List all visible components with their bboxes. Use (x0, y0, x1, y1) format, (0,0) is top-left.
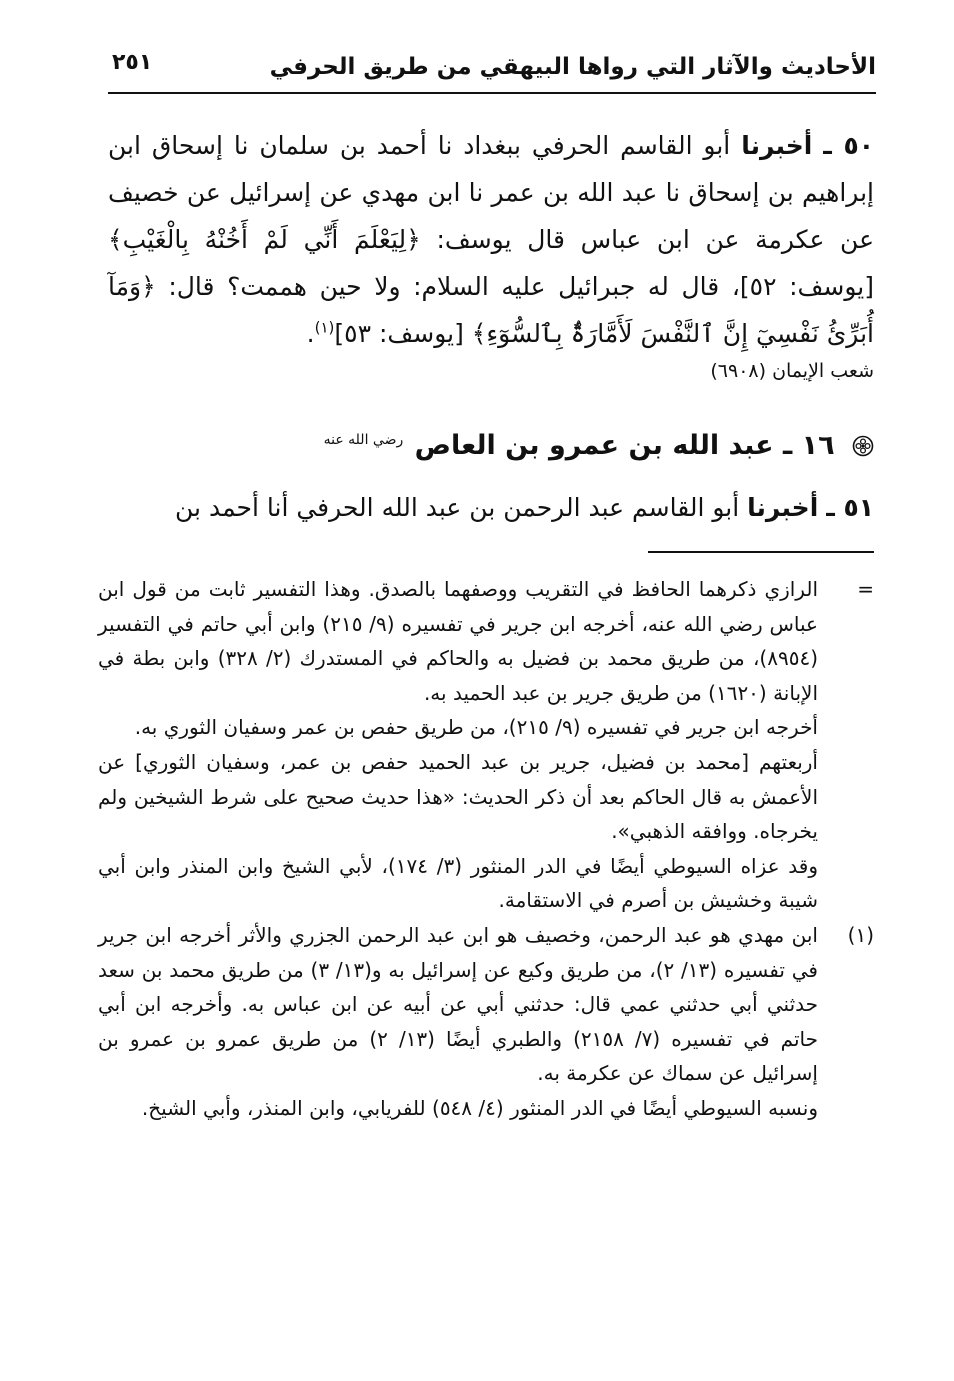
hadith-text: أبو القاسم الحرفي ببغداد نا أحمد بن سلمان نا إسحاق ابن إبراهيم بن إسحاق نا عبد الله بن عمر نا ابن مهدي عن إسرائيل عن خصيف عن عكرمة عن ابن عباس قال يوسف: (108, 131, 874, 254)
source-note: شعب الإيمان (٦٩٠٨) (710, 360, 874, 382)
footnotes (98, 572, 874, 1126)
section-heading (324, 430, 874, 464)
hadith-50 (108, 122, 874, 357)
hadith-lead-word: أخبرنا (741, 131, 813, 160)
footnote-paragraph: ونسبه السيوطي أيضًا في الدر المنثور (٤/ ٥٤٨) للفريابي، وابن المنذر، وأبي الشيخ. (141, 1095, 818, 1120)
footnote-paragraph: وقد عزاه السيوطي أيضًا في الدر المنثور (٣/ ١٧٤)، لأبي الشيخ وابن المنذر وابن أبي شيبة وخشيش بن أصرم في الاستقامة. (98, 853, 818, 913)
end-punctuation: . (306, 319, 315, 348)
footnote-marker: = (857, 577, 874, 601)
verse-citation: [يوسف: ٥٣] (334, 319, 464, 348)
footnote-paragraph: الرازي ذكرهما الحافظ في التقريب ووصفهما بالصدق. وهذا التفسير ثابت من قول ابن عباس رضي الله عنه، أخرجه ابن جرير في تفسيره (٩/ ٢١٥) وابن أبي حاتم في التفسير (٨٩٥٤)، من طريق محمد بن فضيل به والحاكم في المستدرك (٢/ ٣٢٨) وابن بطة في الإبانة (١٦٢٠) من طريق جرير بن عبد الحميد به. (98, 577, 818, 705)
footnote-paragraph: ابن مهدي هو عبد الرحمن، وخصيف هو ابن عبد الرحمن الجزري والأثر أخرجه ابن جرير في تفسيره (١٣/ ٢)، من طريق وكيع عن إسرائيل به و(١٣/ ٣) من طريق محمد بن سعد حدثني أبي حدثني عمي قال: حدثني أبي عن أبيه عن ابن عباس به. وأخرجه ابن أبي حاتم في تفسيره (٧/ ٢١٥٨) والطبري أيضًا (١٣/ ٢) من طريق عمرو بن عمرو بن إسرائيل عن سماك عن عكرمة به. (98, 922, 818, 1086)
footnote-1 (98, 918, 874, 1126)
footnote-reference: (١) (314, 318, 335, 337)
footnote-paragraph: أربعتهم [محمد بن فضيل، جرير بن عبد الحميد حفص بن عمر، وسفيان الثوري] عن الأعمش به قال الحاكم بعد أن ذكر الحديث: «هذا حديث صحيح على شرط الشيخين ولم يخرجاه. ووافقه الذهبي». (98, 749, 818, 844)
hadith-text: أبو القاسم عبد الرحمن بن عبد الله الحرفي أنا أحمد بن (175, 493, 740, 522)
footnote-marker: (١) (847, 922, 874, 947)
flower-ornament-icon (852, 433, 874, 464)
section-number: ١٦ ـ (782, 430, 835, 461)
quran-verse: ﴿لِيَعْلَمَ أَنِّي لَمْ أَخُنْهُ بِالْغَيْبِ﴾ (108, 225, 421, 254)
running-header (108, 44, 876, 94)
section-title: عبد الله بن عمرو بن العاص (414, 430, 774, 461)
footnote-continued (98, 572, 874, 918)
footnote-paragraph: أخرجه ابن جرير في تفسيره (٩/ ٢١٥)، من طريق حفص بن عمر وسفيان الثوري به. (134, 715, 818, 740)
hadith-number: ٥١ ـ (826, 493, 874, 522)
page-number: ٢٥١ (112, 50, 153, 75)
hadith-text: [يوسف: ٥٢]، قال له جبرائيل عليه السلام: ولا حين هممت؟ قال: (168, 272, 874, 301)
quran-verse: ﴿وَمَآ أُبَرِّئُ نَفْسِيٓ إِنَّ ٱلنَّفْسَ لَأَمَّارَةٌۢ بِٱلسُّوٓءِ﴾ (108, 272, 874, 348)
hadith-number: ٥٠ ـ (823, 131, 875, 160)
footnote-divider (648, 551, 874, 553)
running-title: الأحاديث والآثار التي رواها البيهقي من طريق الحرفي (269, 54, 876, 80)
hadith-lead-word: أخبرنا (747, 493, 819, 522)
hadith-51 (108, 484, 874, 531)
honorific: رضي الله عنه (323, 432, 404, 448)
